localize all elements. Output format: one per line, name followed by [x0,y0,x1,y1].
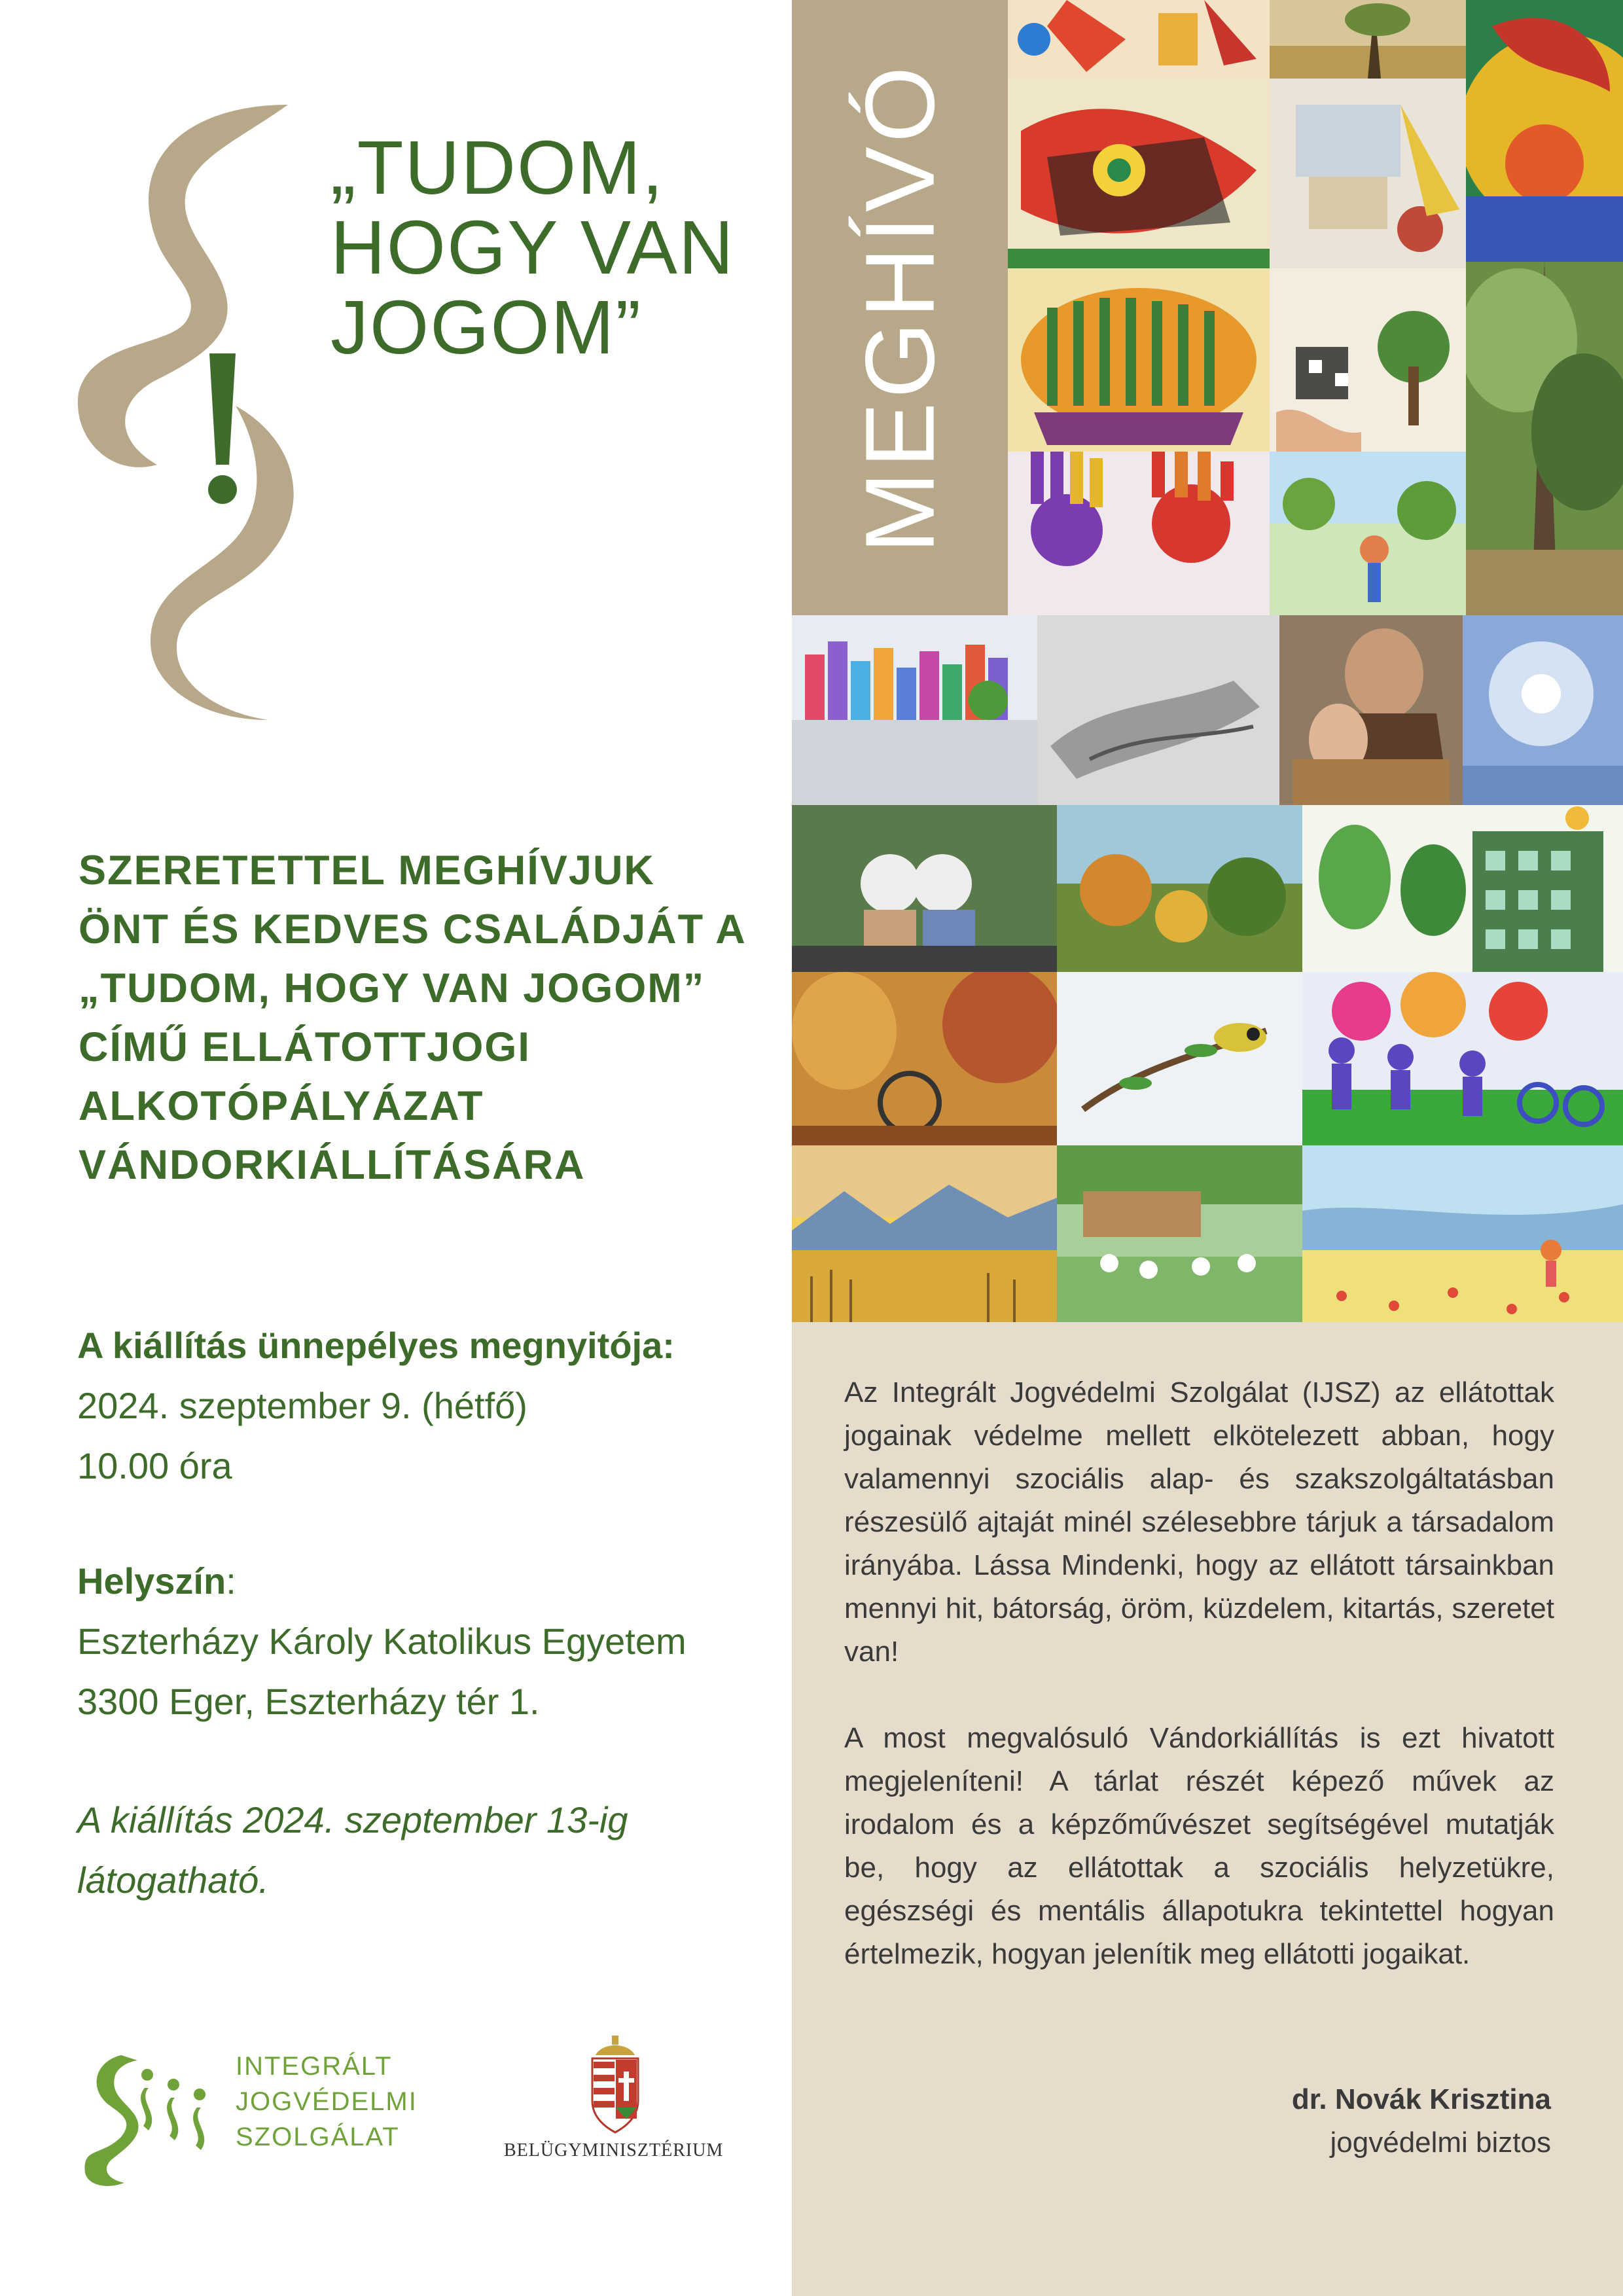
ijsz-line-3: SZOLGÁLAT [236,2123,400,2151]
closing-line-2: látogatható. [77,1859,269,1901]
title-line-3: JOGOM” [330,285,642,370]
artwork-tile [1302,805,1623,972]
artwork-tile [1279,615,1463,805]
meghivo-text: MEGHÍVÓ [844,62,955,554]
ijsz-name [236,2049,418,2155]
ijsz-logo-icon [75,2049,232,2193]
signature [1113,2078,1551,2164]
artwork-tile [1466,0,1623,262]
artwork-tile [792,1145,1057,1322]
title-line-2: HOGY VAN [330,205,735,290]
artwork-tile [1008,268,1270,452]
closing-line-1: A kiállítás 2024. szeptember 13-ig [77,1799,628,1840]
artwork-tile [792,805,1057,972]
ijsz-line-2: JOGVÉDELMI [236,2087,418,2116]
artwork-tile [1270,452,1466,615]
artwork-tile [1008,79,1270,268]
artwork-tile [1008,0,1270,79]
closing-info [77,1790,764,1910]
hungarian-coat-of-arms-icon [586,2036,645,2134]
artwork-tile [1037,615,1279,805]
artwork-tile [1463,615,1623,805]
body-paragraph-1: Az Integrált Jogvédelmi Szolgálat (IJSZ) az ellátottak jogainak védelme mellett elkötelezett abban, hogy valamennyi szociális alap- és szakszolgáltatásban részesülő ajtaját minél szélesebbre tárjuk a társadalom irányába. Lássa Mindenki, hogy az ellátott társainkban mennyi hit, bátorság, öröm, küzdelem, kitartás, szeretet van! [844,1376,1554,1668]
title-line-1: „TUDOM, [330,125,665,210]
venue-line-1: Eszterházy Károly Katolikus Egyetem [77,1621,687,1662]
venue-label-colon: : [226,1560,236,1602]
artwork-tile [1270,79,1466,268]
artwork-tile [1057,805,1302,972]
body-text [844,1371,1554,2019]
venue-line-2: 3300 Eger, Eszterházy tér 1. [77,1681,540,1722]
invitation-line: „TUDOM, HOGY VAN JOGOM” [79,965,705,1011]
opening-time: 10.00 óra [77,1445,232,1486]
artwork-tile [1466,262,1623,615]
signature-name: dr. Novák Krisztina [1291,2083,1551,2115]
invitation-line: ÖNT ÉS KEDVES CSALÁDJÁT A [79,906,747,952]
invitation-line: ALKOTÓPÁLYÁZAT [79,1083,484,1129]
invitation-line: CÍMŰ ELLÁTOTTJOGI [79,1024,531,1070]
signature-role: jogvédelmi biztos [1330,2126,1551,2159]
artwork-tile [792,972,1057,1145]
artwork-tile [1057,1145,1302,1322]
artwork-tile [792,615,1037,805]
opening-label: A kiállítás ünnepélyes megnyitója: [77,1325,675,1366]
opening-info [77,1316,675,1496]
invitation-line: SZERETETTEL MEGHÍVJUK [79,848,655,893]
opening-date: 2024. szeptember 9. (hétfő) [77,1385,527,1426]
venue-info [77,1551,687,1732]
artwork-collage-bottom [792,615,1623,1322]
exhibition-title [330,125,735,370]
venue-label: Helyszín [77,1560,226,1602]
invitation-text [79,841,747,1194]
artwork-tile [1057,972,1302,1145]
artwork-tile [1270,268,1466,452]
meghivo-label [792,0,1008,615]
artwork-collage-top [1008,0,1623,615]
artwork-tile [1302,972,1623,1145]
artwork-tile [1008,452,1270,615]
ijsz-line-1: INTEGRÁLT [236,2052,393,2081]
invitation-line: VÁNDORKIÁLLÍTÁSÁRA [79,1142,586,1188]
ministry-name: BELÜGYMINISZTÉRIUM [504,2140,724,2161]
artwork-tile [1270,0,1466,79]
body-paragraph-2: A most megvalósuló Vándorkiállítás is ezt hivatott megjeleníteni! A tárlat részét képező művek az irodalom és a képzőművészet segítségével mutatják be, hogy az ellátottak a szociális helyzetükre, egészségi és mentális állapotukra tekintettel hogyan értelmezik, hogyan jelenítik meg ellátotti jogaikat. [844,1722,1554,1970]
paragraph-exclamation-logo [72,98,334,726]
artwork-tile [1302,1145,1623,1322]
